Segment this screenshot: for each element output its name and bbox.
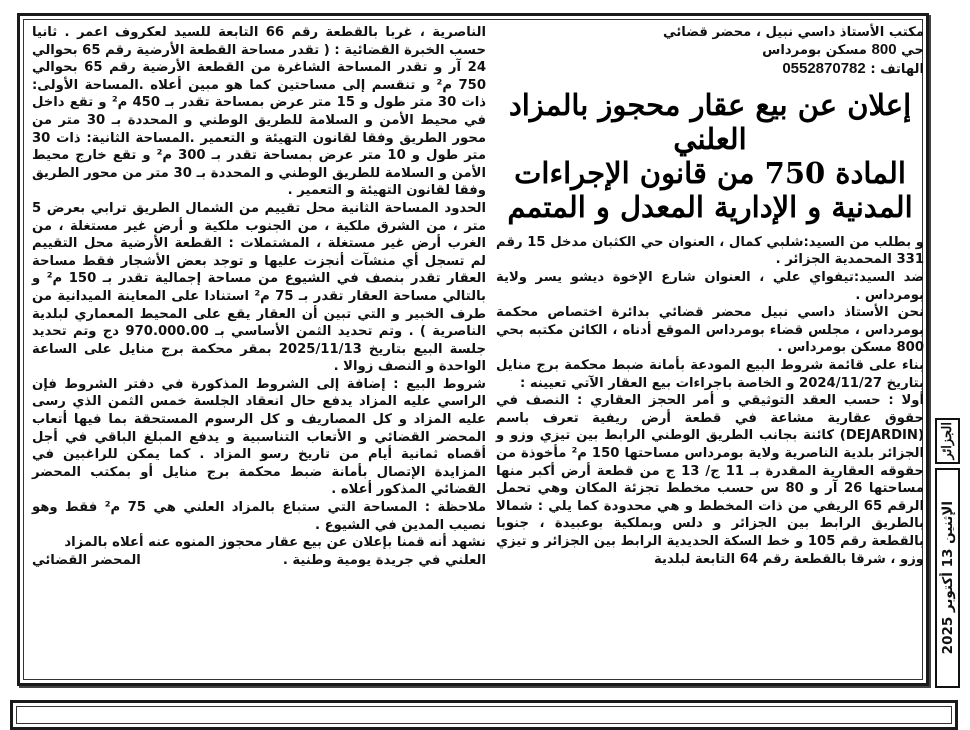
- property-description-paragraph: أولا : حسب العقد التوثيقي و أمر الحجز العقاري : النصف في حقوق عقارية مشاعة في قطعة أرض ريفية تعرف باسم (DEJARDIN) كائنة بجانب الطريق الوطني الرابط بين تيزي وزو و الجزائر بلدية الناصرية ولاية بومرداس مساحتها 150 م² مأخوذة من حقوقه العقارية المقدرة بـ 11 ج/ 13 ج من قطعة أرض أكبر منها مساحتها 26 آر و 80 س حسب مخطط تجزئة المكان وهي تحمل الرقم 65 الريفي من ذات المخطط و هي محدودة كما يلي : شمالا بالطريق الرابط بين الجزائر و دلس وبملكية بوعبيدة ، جنوبا بالقطعة رقم 105 و خط السكة الحديدية الرابط بين الجزائر و تيزي وزو ، شرقا بالقطعة رقم 64 التابعة لبلدية: [496, 393, 924, 567]
- bailiff-paragraph: نحن الأستاذ داسي نبيل محضر قضائي بدائرة اختصاص محكمة بومرداس ، مجلس قضاء بومرداس الموقع أدناه ، الكائن مكتبه بحي 800 مسكن بومرداس .: [496, 305, 924, 356]
- defendant-paragraph: ضد السيد:تيفواي علي ، العنوان شارع الإخوة ديشو يسر ولاية بومرداس .: [496, 270, 924, 303]
- address-suffix: مسكن بومرداس: [762, 43, 872, 59]
- next-announcement-frame: [10, 700, 958, 730]
- signature-label: المحضر القضائي: [32, 552, 141, 568]
- headline-line-2: العلني: [673, 121, 747, 156]
- boundaries-price-paragraph: الحدود المساحة الثانية محل تقييم من الشمال الطريق ترابي بعرض 5 متر ، من الشرق ملكية ، من الجنوب ملكية و أرض غير مستغلة ، من الغرب أرض غير مستغلة ، المشتملات : القطعة الأرضية محل التقييم لم تسجل أي منشآت أنجزت عليها و توجد بعض الأشجار فقط مساحة العقار تقدر بنصف في الشيوع من مساحة إجمالية تقدر بـ 150 م² و بالتالي مساحة العقار تقدر بـ 75 م² استنادا على المعاينة الميدانية من طرف الخبير و التي تبين أن العقار يقع على المحيط المعماري لبلدية الناصرية ) . وتم تحديد الثمن الأساسي بـ 970.000.00 دج وتم تحديد جلسة البيع بتاريخ 2025/11/13 بمقر محكمة برج منايل على الساعة الواحدة و النصف زوالا .: [32, 200, 486, 375]
- phone-number: 0552870782: [782, 59, 866, 77]
- note-paragraph: ملاحظة : المساحة التي ستباع بالمزاد العلني هي 75 م² فقط وهو نصيب المدين في الشيوع .: [32, 500, 486, 533]
- announcement-frame: [17, 13, 929, 686]
- attestation-line-2: العلني في جريدة يومية وطنية .: [282, 552, 486, 568]
- announcement-inner-border: [23, 19, 923, 680]
- office-name: مكتب الأستاذ داسي نبيل ، محضر قضائي: [663, 25, 924, 40]
- phone-label: الهاتف :: [865, 61, 924, 77]
- newspaper-name: الجزائر: [940, 422, 955, 460]
- address-prefix: حي: [896, 43, 924, 59]
- sale-conditions-paragraph: شروط البيع : إضافة إلى الشروط المذكورة في دفتر الشروط فإن الراسي عليه المزاد يدفع حال انعقاد الجلسة خمس الثمن الذي رسى عليه المزاد و كل المصاريف و كل الرسوم المستحقة بما فيها أتعاب المحضر القضائي و الأتعاب التناسبية و يدفع المبلغ الباقي في أجل أقصاه ثمانية أيام من تاريخ رسو المزاد . كما يمكن للراغبين في المزايدة الإتصال بأمانة ضبط محكمة برج منايل أو بمكتب المحضر القضائي المذكور أعلاه .: [32, 376, 486, 498]
- conditions-list-paragraph: بناء على قائمة شروط البيع المودعة بأمانة ضبط محكمة برج منايل بتاريخ 2024/11/27 و الخاصة باجراءات بيع العقار الآتي تعيينه :: [496, 358, 924, 391]
- attestation-line-1: نشهد أنه قمنا بإعلان عن بيع عقار محجوز المنوه عنه أعلاه بالمزاد: [64, 535, 486, 551]
- office-address: [496, 41, 924, 59]
- left-column: [32, 24, 486, 569]
- right-column: [496, 24, 924, 568]
- petitioner-paragraph: و بطلب من السيد:شلبي كمال ، العنوان حي الكثبان مدخل 15 رقم 331 المحمدية الجزائر .: [496, 234, 924, 268]
- issue-date-box: [935, 468, 960, 688]
- expertise-paragraph: الناصرية ، غربا بالقطعة رقم 66 التابعة للسيد لعكروف اعمر . ثانيا حسب الخبرة القضائية : ( تقدر مساحة القطعة الأرضية رقم 65 بحوالي 24 آر و تقدر المساحة الشاغرة من القطعة الأرضية رقم 65 بحوالي 750 م² و تنقسم إلى مساحتين كما هو مبين أعلاه .المساحة الأولى: ذات 30 متر طول و 15 متر عرض بمساحة تقدر بـ 450 م² و تقع داخل في محيط الأمن و السلامة للطريق الوطني و المحددة بـ 30 متر من محور الطريق وفقا لقانون التهيئة و التعمير .المساحة الثانية: ذات 30 متر طول و 10 متر عرض بمساحة تقدر بـ 300 م² و تقع خارج محيط الأمن و السلامة للطريق الوطني و المحددة بـ 30 متر من محور الطريق وفقا لقانون التهيئة و التعمير .: [32, 25, 487, 199]
- address-number: 800: [871, 41, 897, 59]
- newspaper-name-box: [935, 418, 960, 464]
- bailiff-office-header: [496, 24, 924, 78]
- attestation-signature-row: [32, 552, 486, 570]
- newspaper-sidebar: [935, 418, 960, 688]
- headline-line-4: المدنية و الإدارية المعدل و المتمم: [507, 189, 913, 224]
- headline-line-3: المادة 750 من قانون الإجراءات: [514, 155, 906, 190]
- office-phone: [496, 60, 924, 78]
- issue-date: الإثنين 13 أكتوبر 2025: [939, 501, 956, 655]
- headline: [496, 88, 924, 224]
- headline-line-1: إعلان عن بيع عقار محجوز بالمزاد: [508, 87, 912, 122]
- next-announcement-inner-border: [16, 706, 952, 724]
